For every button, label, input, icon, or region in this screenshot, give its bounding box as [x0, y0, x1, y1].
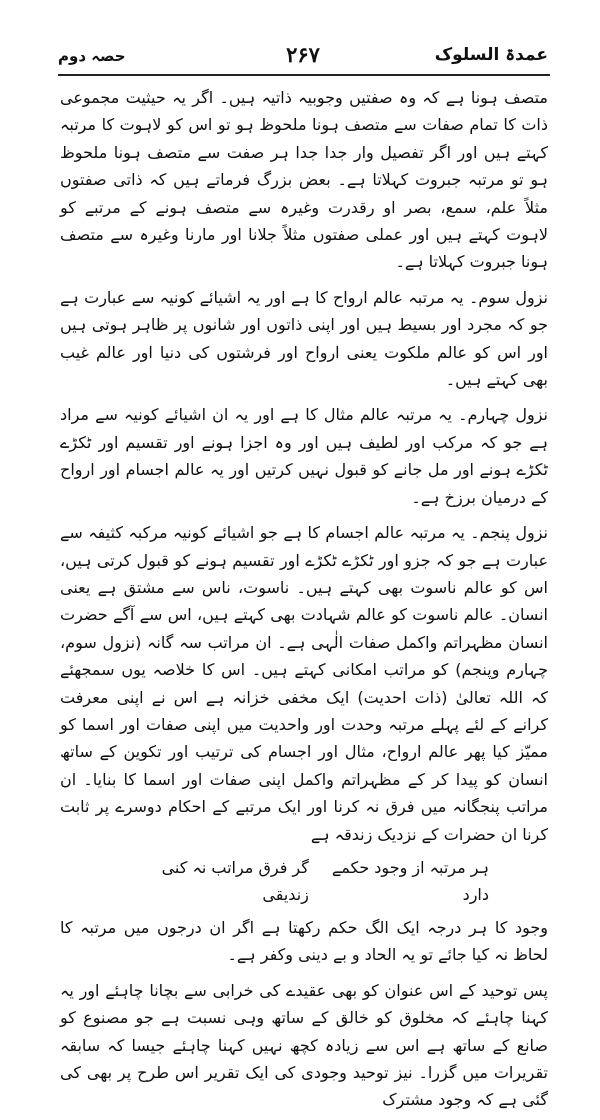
paragraph-nuzul-sowam: نزول سوم۔ یہ مرتبہ عالم ارواح کا ہے اور یہ اشیائے کونیہ سے عبارت ہے جو کہ مجرد اور بسیط ہیں اور اپنی ذاتوں اور شانوں پر ظاہر ہوتی ہیں اور اس کو عالم ملکوت یعنی ارواح اور فرشتوں کی دنیا اور عالم غیب بھی کہتے ہیں۔	[60, 287, 548, 390]
verse-explanation: وجود کا ہر درجہ ایک الگ حکم رکھتا ہے اگر ان درجوں میں مرتبہ کا لحاظ نہ کیا جائے تو یہ الحاد و بے دینی وکفر ہے۔	[60, 917, 548, 965]
verse-second-hemistich: گر فرق مراتب نہ کنی زندیقی	[161, 857, 309, 904]
header-rule	[58, 74, 550, 76]
paragraph-nuzul-panjum: نزول پنجم۔ یہ مرتبہ عالم اجسام کا ہے جو اشیائے کونیہ مرکبہ کثیفہ سے عبارت ہے جو کہ جزو اور ٹکڑے ٹکڑے اور تقسیم ہونے کو قبول کرتی ہیں، اس کو عالم ناسوت بھی کہتے ہیں۔ ناسوت، ناس سے مشتق ہے یعنی انسان۔ عالم ناسوت کو عالم شہادت بھی کہتے ہیں، اس سے آگے حضرت انسان مظہراتم واکمل صفات الٰہی ہے۔ ان مراتب سہ گانہ (نزول سوم، چہارم وپنجم) کو مراتب امکانی کہتے ہیں۔ اس کا خلاصہ یوں سمجھئے کہ اللہ تعالیٰ (ذات احدیت) ایک مخفی خزانہ ہے اس نے اپنی معرفت کرانے کے لئے پہلے مرتبہ وحدت اور واحدیت میں اپنی صفات اور اسما کو ممیّز کیا پھر عالم ارواح، مثال اور اجسام کی ترتیب اور تکوین کے ساتھ انسان کو پیدا کر کے مظہراتم واکمل اپنی صفات اور اسما کا بنایا۔ ان مراتب پنجگانہ میں فرق نہ کرنا اور ایک مرتبے کے احکام دوسرے پر ثابت کرنا ان حضرات کے نزدیک زندقہ ہے	[60, 523, 548, 844]
book-title: عمدۃ السلوک	[434, 45, 548, 65]
closing-paragraph: پس توحید کے اس عنوان کو بھی عقیدے کی خرابی سے بچانا چاہئے اور یہ کہنا چاہئے کہ مخلوق کو خالق کے ساتھ وہی نسبت ہے جو مصنوع کو صانع کے ساتھ ہے اس سے زیادہ کچھ نہیں کہنا چاہئے جیسا کہ سابقہ تقریرات میں گزرا۔ نیز توحید وجودی کی ایک تقریر اس طرح پر بھی کی گئی ہے کہ وجود مشترک	[60, 980, 548, 1110]
part-label: حصہ دوم	[58, 47, 126, 65]
paragraph-nuzul-chaharum: نزول چہارم۔ یہ مرتبہ عالم مثال کا ہے اور یہ ان اشیائے کونیہ سے مراد ہے جو کہ مرکب اور لطیف ہیں اور وہ اجزا ہونے اور تقسیم اور ٹکڑے ٹکڑے ہونے اور مل جانے کو قبول نہیں کرتیں اور یہ عالم اجسام اور ارواح کے درمیان برزخ ہے۔	[60, 405, 549, 507]
paragraph-lahut-jabarut: متصف ہونا ہے کہ وہ صفتیں وجوبیہ ذاتیہ ہیں۔ اگر یہ حیثیت مجموعی ذات کا تمام صفات سے متصف ہونا ملحوظ ہو تو اس کو لاہوت کا مرتبہ کہتے ہیں اور اگر تفصیل وار جدا جدا ہر صفت سے متصف ہونا ملحوظ ہو تو مرتبہ جبروت کہلاتا ہے۔ بعض بزرگ فرماتے ہیں کہ ذاتی صفتوں مثلاً علم، سمع، بصر او رقدرت وغیرہ سے متصف ہونے کے مرتبے کو لاہوت کہتے ہیں اور عملی صفتوں مثلاً جلانا اور مارنا وغیرہ سے متصف ہونا جبروت کہلاتا ہے۔	[60, 88, 548, 272]
persian-verse	[119, 854, 489, 908]
page-header	[58, 44, 548, 74]
page-number: ۲۶۷	[286, 42, 320, 67]
verse-first-hemistich: ہر مرتبہ از وجود حکمے دارد	[331, 857, 489, 904]
page-body	[60, 84, 548, 1120]
